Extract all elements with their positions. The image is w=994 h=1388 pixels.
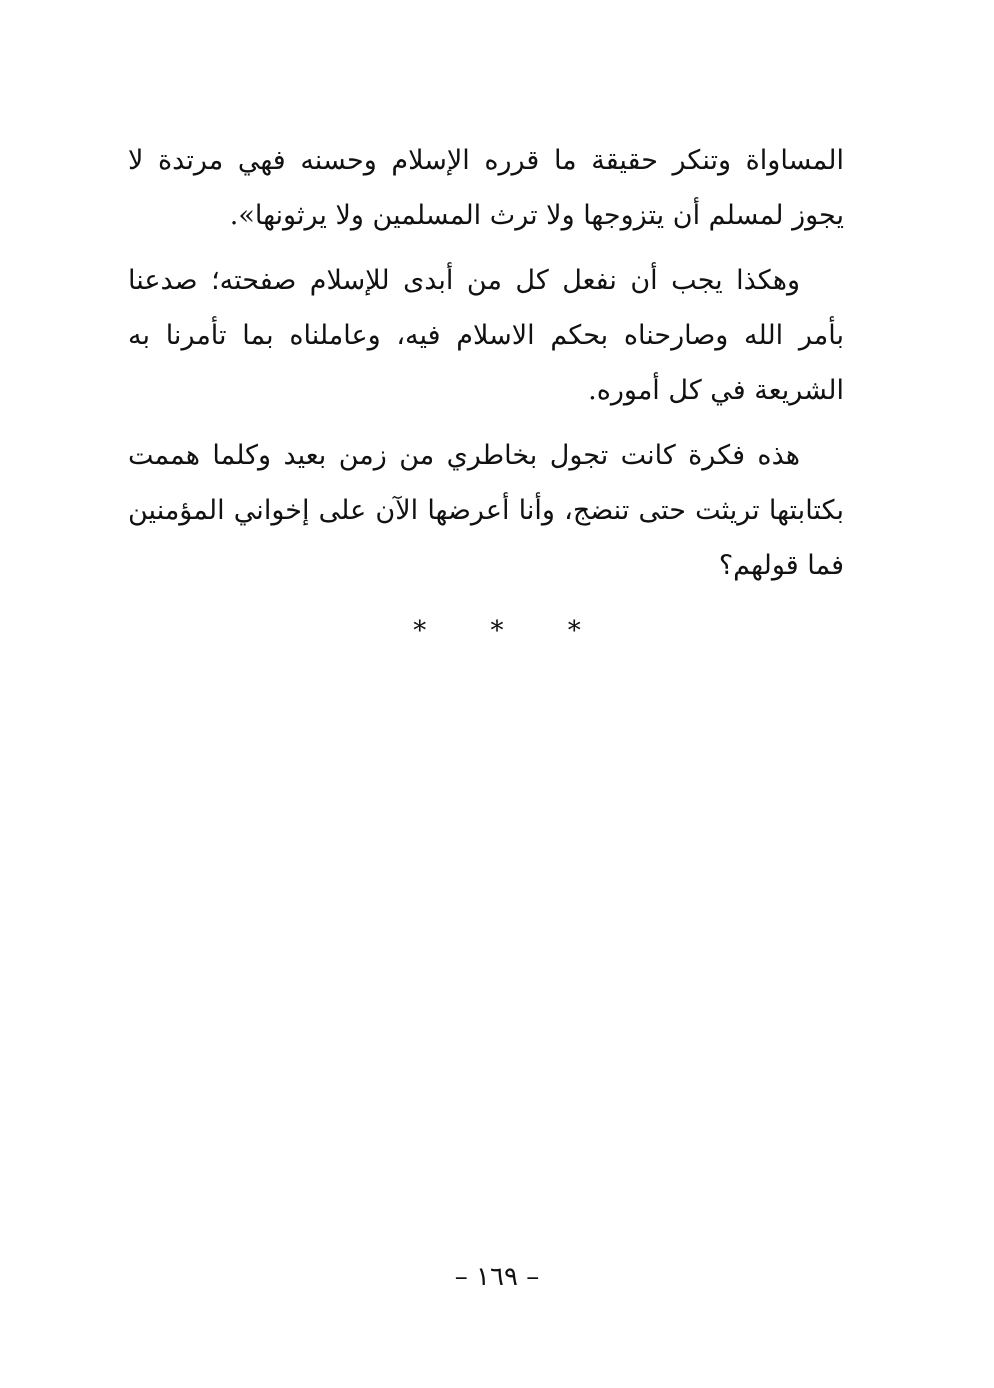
body-text bbox=[128, 133, 844, 603]
paragraph-2: وهكذا يجب أن نفعل كل من أبدى للإسلام صفحته؛ صدعنا بأمر الله وصارحناه بحكم الاسلام فيه، وعاملناه بما تأمرنا به الشريعة في كل أموره. bbox=[128, 265, 844, 406]
paragraph-3: هذه فكرة كانت تجول بخاطري من زمن بعيد وكلما هممت بكتابتها تريثت حتى تنضج، وأنا أعرضها الآن على إخواني المؤمنين فما قولهم؟ bbox=[128, 440, 844, 581]
paragraph-1: المساواة وتنكر حقيقة ما قرره الإسلام وحسنه فهي مرتدة لا يجوز لمسلم أن يتزوجها ولا ترث المسلمين ولا يرثونها». bbox=[128, 145, 844, 231]
section-separator: * * * bbox=[413, 616, 609, 646]
page-number: – ١٦٩ – bbox=[454, 1262, 540, 1292]
